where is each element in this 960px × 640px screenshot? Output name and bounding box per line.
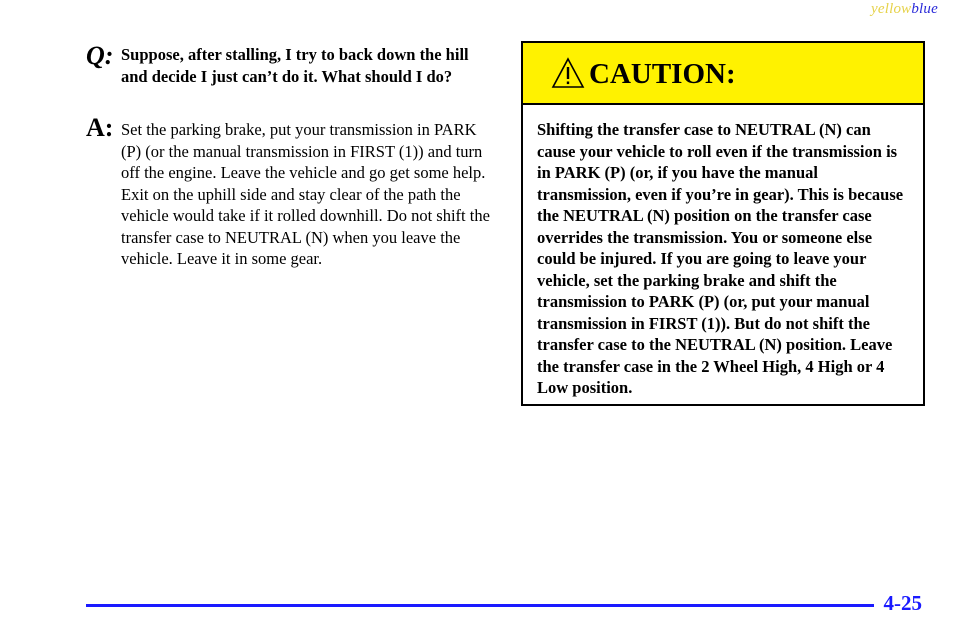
answer-block (86, 114, 496, 270)
answer-marker: A: (86, 113, 114, 142)
answer-text: Set the parking brake, put your transmission in PARK (P) (or the manual transmission in FIRST (1)) and turn off the engine. Leave the vehicle and go get some help. Exit on the uphill side and stay clear of the path the vehicle would take if it rolled downhill. Do not shift the transfer case to NEUTRAL (N) when you leave the vehicle. Leave it in some gear. (121, 120, 490, 268)
corner-mark-yellow: yellow (871, 1, 912, 17)
caution-title: CAUTION: (589, 58, 736, 90)
caution-header (523, 43, 923, 105)
corner-mark-blue: blue (911, 1, 938, 17)
caution-box (521, 41, 925, 406)
page-number: 4-25 (883, 591, 922, 615)
caution-body: Shifting the transfer case to NEUTRAL (N) can cause your vehicle to roll even if the transmission is in PARK (P) (or, if you have the manual transmission, even if you’re in gear). This is because the NEUTRAL (N) position on the transfer case overrides the transmission. You or someone else could be injured. If you are going to leave your vehicle, set the parking brake and shift the transmission to PARK (P) (or, put your manual transmission in FIRST (1)). But do not shift the transfer case to the NEUTRAL (N) position. Leave the transfer case in the 2 Wheel High, 4 High or 4 Low position. (537, 120, 904, 397)
corner-mark (871, 1, 938, 18)
footer-rule (86, 604, 874, 607)
question-marker: Q: (86, 41, 114, 70)
question-text: Suppose, after stalling, I try to back down the hill and decide I just can’t do it. What should I do? (121, 45, 469, 86)
question-block (86, 42, 496, 87)
warning-triangle-icon (551, 57, 585, 89)
